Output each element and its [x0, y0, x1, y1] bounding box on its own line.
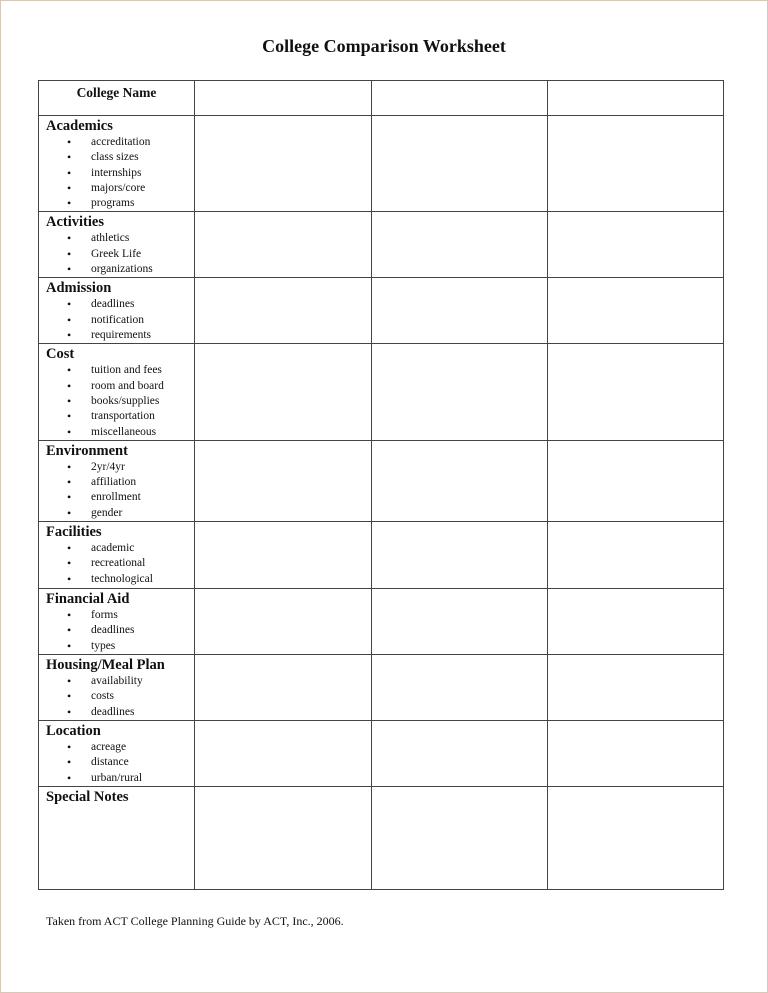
section-label-cell-location	[39, 721, 195, 787]
bullet-list	[39, 135, 194, 211]
bullet-list	[39, 231, 194, 277]
section-row-financial-aid	[39, 589, 724, 655]
college-1-housing-meal-plan-cell[interactable]	[195, 655, 372, 721]
section-title: Housing/Meal Plan	[46, 657, 165, 674]
college-2-activities-cell[interactable]	[372, 212, 548, 278]
bullet-list	[39, 297, 194, 343]
section-title: Cost	[46, 346, 75, 363]
college-2-name-cell[interactable]	[372, 81, 548, 116]
section-row-special-notes	[39, 786, 724, 889]
bullet-item: • acreage	[39, 740, 194, 755]
bullet-item: • technological	[39, 572, 194, 587]
bullet-item: • majors/core	[39, 181, 194, 196]
comparison-table	[38, 80, 724, 890]
college-1-environment-cell[interactable]	[195, 440, 372, 521]
bullet-item: • organizations	[39, 262, 194, 277]
section-title: Environment	[46, 442, 128, 459]
college-name-label: College Name	[76, 85, 157, 100]
bullet-item: • requirements	[39, 328, 194, 343]
college-1-activities-cell[interactable]	[195, 212, 372, 278]
college-2-environment-cell[interactable]	[372, 440, 548, 521]
bullet-item: • recreational	[39, 556, 194, 571]
bullet-item: • distance	[39, 755, 194, 770]
section-label-cell-special-notes	[39, 786, 195, 889]
section-title: Special Notes	[46, 788, 129, 805]
college-3-housing-meal-plan-cell[interactable]	[548, 655, 724, 721]
section-row-environment	[39, 440, 724, 521]
page-title: College Comparison Worksheet	[262, 36, 506, 56]
college-2-special-notes-cell[interactable]	[372, 786, 548, 889]
section-row-activities	[39, 212, 724, 278]
section-title: Activities	[46, 214, 104, 231]
section-title: Academics	[46, 118, 113, 134]
section-row-cost	[39, 344, 724, 440]
bullet-item: • deadlines	[39, 297, 194, 312]
bullet-item: • books/supplies	[39, 394, 194, 409]
college-2-housing-meal-plan-cell[interactable]	[372, 655, 548, 721]
bullet-item: • affiliation	[39, 475, 194, 490]
college-2-cost-cell[interactable]	[372, 344, 548, 440]
section-title: Admission	[46, 280, 112, 297]
college-3-financial-aid-cell[interactable]	[548, 589, 724, 655]
bullet-item: • athletics	[39, 231, 194, 246]
college-1-name-cell[interactable]	[195, 81, 372, 116]
college-3-academics-cell[interactable]	[548, 116, 724, 212]
bullet-item: • class sizes	[39, 150, 194, 165]
college-3-environment-cell[interactable]	[548, 440, 724, 521]
bullet-item: • miscellaneous	[39, 425, 194, 440]
section-row-housing-meal-plan	[39, 655, 724, 721]
section-label-cell-cost	[39, 344, 195, 440]
bullet-item: • forms	[39, 608, 194, 623]
college-3-name-cell[interactable]	[548, 81, 724, 116]
bullet-item: • deadlines	[39, 705, 194, 720]
bullet-item: • enrollment	[39, 490, 194, 505]
college-3-cost-cell[interactable]	[548, 344, 724, 440]
bullet-item: • availability	[39, 674, 194, 689]
college-2-facilities-cell[interactable]	[372, 522, 548, 589]
bullet-item: • academic	[39, 541, 194, 556]
college-2-location-cell[interactable]	[372, 721, 548, 787]
college-1-admission-cell[interactable]	[195, 278, 372, 344]
bullet-list	[39, 740, 194, 786]
bullet-item: • room and board	[39, 379, 194, 394]
section-label-cell-facilities	[39, 522, 195, 589]
section-label-cell-financial-aid	[39, 589, 195, 655]
bullet-item: • Greek Life	[39, 247, 194, 262]
bullet-item: • notification	[39, 313, 194, 328]
bullet-item: • transportation	[39, 409, 194, 424]
bullet-item: • 2yr/4yr	[39, 460, 194, 475]
college-2-financial-aid-cell[interactable]	[372, 589, 548, 655]
section-row-location	[39, 721, 724, 787]
section-title: Financial Aid	[46, 591, 130, 608]
college-3-special-notes-cell[interactable]	[548, 786, 724, 889]
bullet-item: • tuition and fees	[39, 363, 194, 378]
bullet-item: • types	[39, 639, 194, 654]
section-label-cell-academics	[39, 116, 195, 212]
header-row	[39, 81, 724, 116]
bullet-item: • accreditation	[39, 135, 194, 150]
college-1-facilities-cell[interactable]	[195, 522, 372, 589]
bullet-item: • deadlines	[39, 623, 194, 638]
college-1-cost-cell[interactable]	[195, 344, 372, 440]
bullet-list	[39, 460, 194, 521]
section-label-cell-environment	[39, 440, 195, 521]
college-2-academics-cell[interactable]	[372, 116, 548, 212]
bullet-item: • gender	[39, 506, 194, 521]
college-1-academics-cell[interactable]	[195, 116, 372, 212]
section-title: Facilities	[46, 524, 102, 541]
section-row-admission	[39, 278, 724, 344]
college-3-admission-cell[interactable]	[548, 278, 724, 344]
college-1-special-notes-cell[interactable]	[195, 786, 372, 889]
source-footnote: Taken from ACT College Planning Guide by ACT, Inc., 2006.	[46, 914, 344, 928]
college-2-admission-cell[interactable]	[372, 278, 548, 344]
section-row-facilities	[39, 522, 724, 589]
college-3-facilities-cell[interactable]	[548, 522, 724, 589]
section-label-cell-activities	[39, 212, 195, 278]
bullet-item: • programs	[39, 196, 194, 211]
bullet-item: • internships	[39, 166, 194, 181]
bullet-list	[39, 363, 194, 439]
college-3-location-cell[interactable]	[548, 721, 724, 787]
section-label-cell-admission	[39, 278, 195, 344]
college-3-activities-cell[interactable]	[548, 212, 724, 278]
college-1-location-cell[interactable]	[195, 721, 372, 787]
bullet-list	[39, 674, 194, 720]
bullet-item: • costs	[39, 689, 194, 704]
section-label-cell-housing-meal-plan	[39, 655, 195, 721]
bullet-item: • urban/rural	[39, 771, 194, 786]
bullet-list	[39, 608, 194, 654]
section-title: Location	[46, 723, 101, 740]
college-1-financial-aid-cell[interactable]	[195, 589, 372, 655]
comparison-table-body	[39, 81, 724, 890]
college-name-label-cell	[39, 81, 195, 116]
bullet-list	[39, 541, 194, 587]
section-row-academics	[39, 116, 724, 212]
